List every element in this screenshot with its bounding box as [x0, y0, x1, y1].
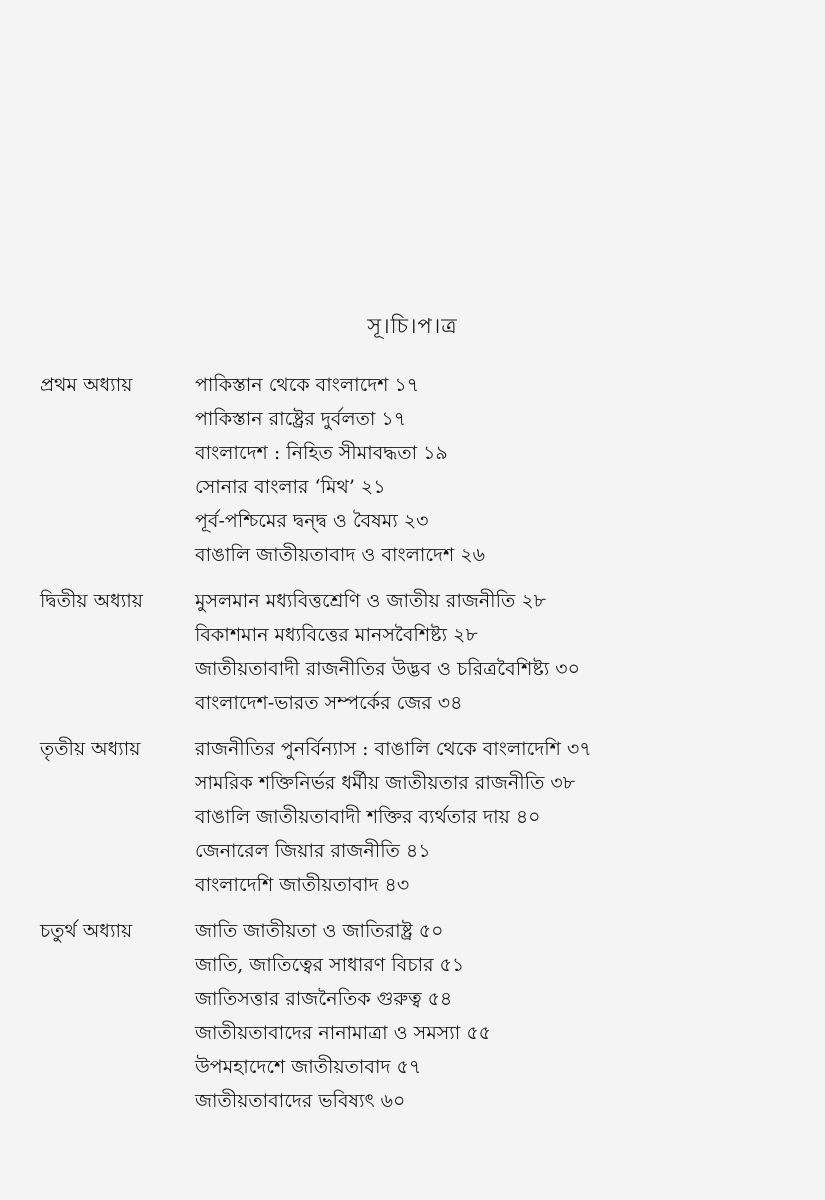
toc-entry-title: জাতীয়তাবাদী রাজনীতির উদ্ভব ও চরিত্রবৈশিষ্ট্য: [195, 658, 550, 680]
toc-entry-page: ৫১: [439, 954, 465, 976]
toc-entry-page: ৩০: [555, 658, 580, 680]
chapter-entries: [195, 584, 800, 720]
table-of-contents: [40, 368, 800, 1130]
toc-entry-page: ৩৭: [566, 738, 592, 760]
chapter-block: [40, 732, 800, 902]
toc-entry: [195, 1084, 800, 1118]
toc-entry: [195, 1016, 800, 1050]
toc-entry: [195, 402, 800, 436]
chapter-label: দ্বিতীয় অধ্যায়: [40, 590, 143, 612]
toc-entry-page: ৬০: [380, 1090, 406, 1112]
chapter-entries: [195, 732, 800, 902]
toc-entry-page: ২৬: [460, 544, 485, 566]
toc-entry-title: বাংলাদেশ-ভারত সম্পর্কের জের: [195, 692, 432, 714]
toc-entry-title: বাঙালি জাতীয়তাবাদী শক্তির ব্যর্থতার দায়: [195, 806, 510, 828]
toc-entry: [195, 800, 800, 834]
toc-entry-title: রাজনীতির পুনর্বিন্যাস : বাঙালি থেকে বাংলাদেশি: [195, 738, 561, 760]
chapter-block: [40, 584, 800, 720]
toc-entry-title: বিকাশমান মধ্যবিত্তের মানসবৈশিষ্ট্য: [195, 624, 448, 646]
toc-entry-page: ৪১: [405, 840, 431, 862]
toc-entry-page: ৩৪: [437, 692, 463, 714]
toc-entry-page: ২৩: [403, 510, 429, 532]
toc-entry-page: ৫৭: [396, 1056, 422, 1078]
chapter-label: তৃতীয় অধ্যায়: [40, 738, 141, 760]
toc-entry-page: ৪৩: [384, 874, 410, 896]
toc-entry: [195, 618, 800, 652]
toc-entry-title: জাতীয়তাবাদের ভবিষ্যৎ: [195, 1090, 375, 1112]
toc-entry-page: ৫৫: [466, 1022, 491, 1044]
toc-entry-title: মুসলমান মধ্যবিত্তশ্রেণি ও জাতীয় রাজনীতি: [195, 590, 516, 612]
toc-entry-page: ৫৪: [427, 988, 453, 1010]
toc-entry: [195, 982, 800, 1016]
toc-entry-page: ১৯: [423, 442, 448, 464]
toc-entry: [195, 914, 800, 948]
toc-entry: [195, 834, 800, 868]
toc-entry-page: ২১: [360, 476, 386, 498]
toc-entry: [195, 868, 800, 902]
toc-entry-title: জাতীয়তাবাদের নানামাত্রা ও সমস্যা: [195, 1022, 461, 1044]
toc-entry: [195, 538, 800, 572]
toc-entry: [195, 504, 800, 538]
toc-entry-title: জাতি জাতীয়তা ও জাতিরাষ্ট্র: [195, 920, 413, 942]
toc-entry: [195, 686, 800, 720]
toc-entry: [195, 436, 800, 470]
toc-entry-title: সোনার বাংলার ‘মিথ’: [195, 476, 355, 498]
toc-entry-title: উপমহাদেশে জাতীয়তাবাদ: [195, 1056, 391, 1078]
toc-entry-page: ৫০: [418, 920, 444, 942]
toc-entry: [195, 948, 800, 982]
toc-entry-page: ৩৮: [550, 772, 576, 794]
toc-entry-page: ১৭: [394, 374, 420, 396]
toc-entry-title: জেনারেল জিয়ার রাজনীতি: [195, 840, 400, 862]
toc-entry-title: বাংলাদেশি জাতীয়তাবাদ: [195, 874, 379, 896]
toc-entry-title: বাঙালি জাতীয়তাবাদ ও বাংলাদেশ: [195, 544, 455, 566]
toc-entry: [195, 652, 800, 686]
chapter-label: চতুর্থ অধ্যায়: [40, 920, 133, 942]
toc-entry-page: ২৮: [453, 624, 478, 646]
toc-entry: [195, 1050, 800, 1084]
toc-entry-title: সামরিক শক্তিনির্ভর ধর্মীয় জাতীয়তার রাজনীতি: [195, 772, 545, 794]
toc-entry-title: বাংলাদেশ : নিহিত সীমাবদ্ধতা: [195, 442, 418, 464]
toc-entry: [195, 470, 800, 504]
toc-entry-page: ১৭: [381, 408, 407, 430]
chapter-entries: [195, 914, 800, 1118]
toc-entry: [195, 732, 800, 766]
chapter-entries: [195, 368, 800, 572]
toc-entry-title: পাকিস্তান রাষ্ট্রের দুর্বলতা: [195, 408, 376, 430]
toc-entry-title: জাতি, জাতিত্বের সাধারণ বিচার: [195, 954, 434, 976]
page-title: সূ।চি।প।ত্র: [367, 314, 458, 338]
toc-entry: [195, 584, 800, 618]
toc-entry-page: ৪০: [515, 806, 541, 828]
toc-entry-title: পূর্ব-পশ্চিমের দ্বন্দ্ব ও বৈষম্য: [195, 510, 398, 532]
toc-entry: [195, 368, 800, 402]
chapter-block: [40, 914, 800, 1118]
toc-entry-page: ২৮: [521, 590, 546, 612]
toc-entry-title: পাকিস্তান থেকে বাংলাদেশ: [195, 374, 389, 396]
chapter-label: প্রথম অধ্যায়: [40, 374, 133, 396]
toc-entry-title: জাতিসত্তার রাজনৈতিক গুরুত্ব: [195, 988, 422, 1010]
chapter-block: [40, 368, 800, 572]
toc-entry: [195, 766, 800, 800]
